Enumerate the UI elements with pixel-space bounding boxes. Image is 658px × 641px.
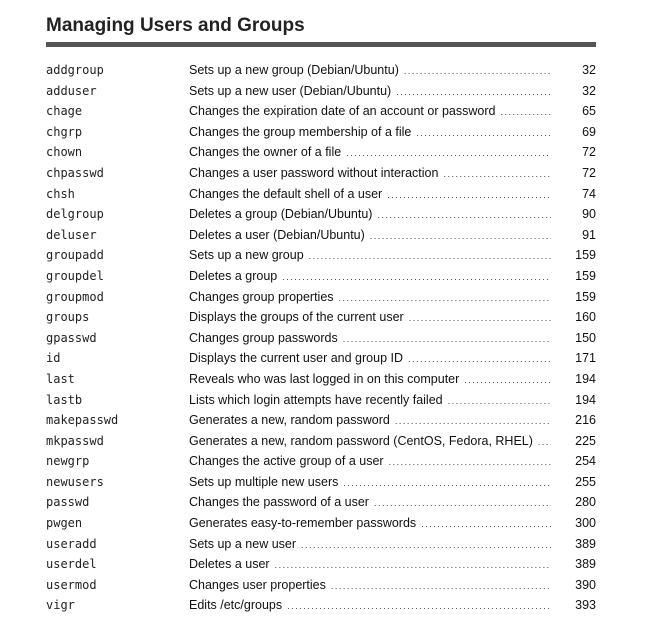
page-number: 255 — [575, 474, 596, 489]
command-name: id — [46, 351, 61, 366]
page-number: 72 — [582, 145, 596, 160]
page-number: 72 — [582, 165, 596, 180]
command-row — [46, 514, 596, 535]
description-with-leader-dots — [189, 598, 551, 612]
description-with-leader-dots — [189, 248, 551, 262]
description-with-leader-dots — [189, 125, 551, 139]
description-with-leader-dots — [189, 495, 551, 509]
description-with-leader-dots — [189, 516, 551, 530]
page-number: 393 — [575, 598, 596, 613]
command-description: Sets up a new user — [189, 537, 299, 551]
command-name: gpasswd — [46, 330, 97, 345]
page-number: 300 — [575, 516, 596, 531]
page-number: 159 — [575, 268, 596, 283]
page-number: 389 — [575, 536, 596, 551]
command-row — [46, 308, 596, 329]
page-number: 90 — [582, 207, 596, 222]
command-description: Sets up a new user (Debian/Ubuntu) — [189, 84, 394, 98]
command-list — [46, 61, 596, 617]
description-with-leader-dots — [189, 63, 551, 77]
command-name: addgroup — [46, 63, 104, 77]
description-with-leader-dots — [189, 578, 551, 592]
page-number: 194 — [575, 371, 596, 386]
description-with-leader-dots — [189, 269, 551, 283]
command-row — [46, 596, 596, 617]
command-row — [46, 349, 596, 370]
page-number: 32 — [582, 83, 596, 98]
page-number: 389 — [575, 557, 596, 572]
command-row — [46, 164, 596, 185]
command-description: Changes the owner of a file — [189, 145, 344, 159]
description-with-leader-dots — [189, 454, 551, 468]
command-row — [46, 288, 596, 309]
command-row — [46, 411, 596, 432]
command-name: groupadd — [46, 248, 104, 263]
heading-rule — [46, 42, 596, 47]
command-description: Changes user properties — [189, 578, 329, 592]
page-number: 160 — [575, 310, 596, 325]
command-description: Displays the groups of the current user — [189, 310, 407, 324]
command-description: Reveals who was last logged in on this computer — [189, 372, 462, 386]
command-row — [46, 143, 596, 164]
description-with-leader-dots — [189, 413, 551, 427]
command-name: groupdel — [46, 268, 104, 283]
command-name: chsh — [46, 186, 75, 201]
description-with-leader-dots — [189, 475, 551, 489]
command-row — [46, 493, 596, 514]
page-number: 159 — [575, 248, 596, 263]
page-number: 74 — [582, 186, 596, 201]
command-name: adduser — [46, 83, 97, 98]
description-with-leader-dots — [189, 557, 551, 571]
command-description: Generates a new, random password (CentOS, Fedora, RHEL) — [189, 434, 536, 448]
page-number: 159 — [575, 289, 596, 304]
page-number: 32 — [582, 63, 596, 77]
command-description: Sets up multiple new users — [189, 475, 341, 489]
command-row — [46, 185, 596, 206]
command-description: Changes group properties — [189, 290, 337, 304]
command-description: Sets up a new group (Debian/Ubuntu) — [189, 63, 402, 77]
command-description: Deletes a user (Debian/Ubuntu) — [189, 228, 368, 242]
command-name: delgroup — [46, 207, 104, 222]
command-name: last — [46, 371, 75, 386]
description-with-leader-dots — [189, 228, 551, 242]
page-number: 254 — [575, 454, 596, 469]
command-name: vigr — [46, 598, 75, 613]
command-row — [46, 452, 596, 473]
description-with-leader-dots — [189, 207, 551, 221]
command-description: Changes a user password without interaction — [189, 166, 441, 180]
command-name: pwgen — [46, 516, 83, 531]
command-description: Edits /etc/groups — [189, 598, 285, 612]
page-number: 171 — [575, 351, 596, 366]
command-description: Changes the group membership of a file — [189, 125, 414, 139]
command-description: Lists which login attempts have recently failed — [189, 393, 446, 407]
description-with-leader-dots — [189, 310, 551, 324]
command-row — [46, 391, 596, 412]
page-number: 91 — [582, 227, 596, 242]
page-number: 225 — [575, 433, 596, 448]
page-number: 69 — [582, 124, 596, 139]
description-with-leader-dots — [189, 537, 551, 551]
description-with-leader-dots — [189, 393, 551, 407]
command-name: groups — [46, 310, 90, 325]
command-description: Changes the password of a user — [189, 495, 372, 509]
command-row — [46, 473, 596, 494]
command-row — [46, 370, 596, 391]
command-name: mkpasswd — [46, 433, 104, 448]
command-name: newusers — [46, 474, 104, 489]
command-name: makepasswd — [46, 413, 119, 428]
description-with-leader-dots — [189, 434, 551, 448]
command-name: deluser — [46, 227, 97, 242]
page-number: 216 — [575, 413, 596, 428]
description-with-leader-dots — [189, 187, 551, 201]
command-row — [46, 329, 596, 350]
description-with-leader-dots — [189, 372, 551, 386]
command-name: chpasswd — [46, 165, 104, 180]
command-description: Changes group passwords — [189, 331, 341, 345]
page-number: 280 — [575, 495, 596, 510]
command-description: Changes the default shell of a user — [189, 187, 385, 201]
command-name: passwd — [46, 495, 90, 510]
section-heading: Managing Users and Groups — [46, 15, 305, 36]
command-name: userdel — [46, 557, 97, 572]
command-name: newgrp — [46, 454, 90, 469]
description-with-leader-dots — [189, 104, 551, 118]
command-name: lastb — [46, 392, 83, 407]
command-row — [46, 246, 596, 267]
description-with-leader-dots — [189, 331, 551, 345]
description-with-leader-dots — [189, 145, 551, 159]
command-row — [46, 205, 596, 226]
command-description: Changes the active group of a user — [189, 454, 387, 468]
page-number: 390 — [575, 577, 596, 592]
command-name: chage — [46, 104, 83, 119]
command-description: Generates a new, random password — [189, 413, 393, 427]
command-description: Deletes a group — [189, 269, 280, 283]
description-with-leader-dots — [189, 166, 551, 180]
command-row — [46, 432, 596, 453]
command-row — [46, 226, 596, 247]
command-row — [46, 535, 596, 556]
command-description: Sets up a new group — [189, 248, 307, 262]
command-row — [46, 61, 596, 82]
command-row — [46, 555, 596, 576]
description-with-leader-dots — [189, 290, 551, 304]
command-description: Deletes a user — [189, 557, 273, 571]
command-name: chown — [46, 145, 83, 160]
command-description: Generates easy-to-remember passwords — [189, 516, 419, 530]
command-name: groupmod — [46, 289, 104, 304]
command-name: usermod — [46, 577, 97, 592]
page-number: 194 — [575, 392, 596, 407]
command-description: Displays the current user and group ID — [189, 351, 406, 365]
description-with-leader-dots — [189, 351, 551, 365]
page-number: 65 — [582, 104, 596, 119]
command-row — [46, 82, 596, 103]
page-number: 150 — [575, 330, 596, 345]
command-row — [46, 267, 596, 288]
command-description: Deletes a group (Debian/Ubuntu) — [189, 207, 375, 221]
command-name: useradd — [46, 536, 97, 551]
command-name: chgrp — [46, 124, 83, 139]
command-row — [46, 123, 596, 144]
command-description: Changes the expiration date of an account or password — [189, 104, 498, 118]
command-row — [46, 102, 596, 123]
description-with-leader-dots — [189, 84, 551, 98]
command-row — [46, 576, 596, 597]
